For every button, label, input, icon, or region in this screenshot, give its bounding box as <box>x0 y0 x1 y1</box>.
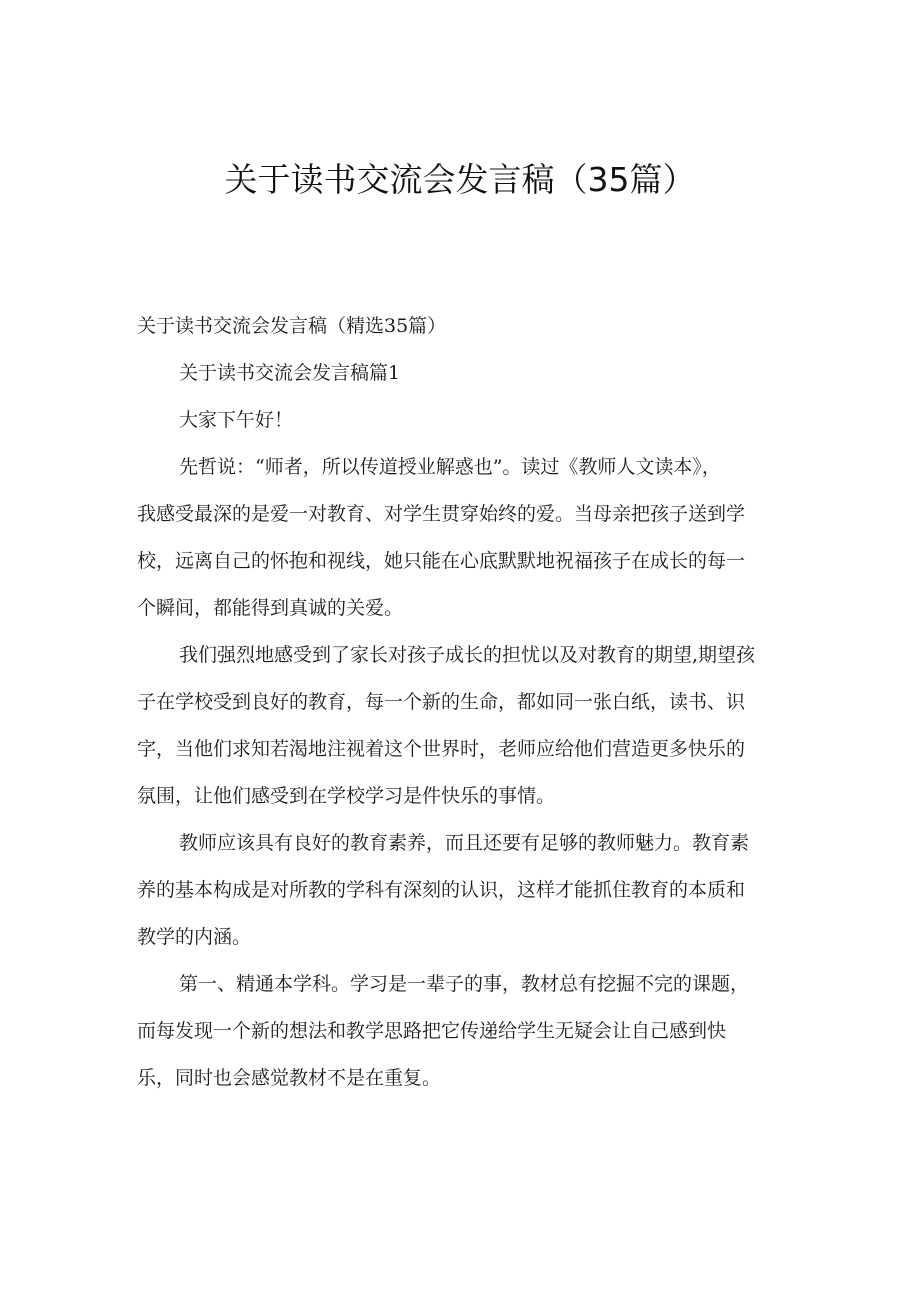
paragraph-line: 先哲说：“师者，所以传道授业解惑也”。读过《教师人文读本》， <box>179 456 721 478</box>
paragraph-line: 养的基本构成是对所教的学科有深刻的认识，这样才能抓住教育的本质和 <box>137 879 746 901</box>
document-body <box>137 303 789 1102</box>
paragraph-line: 第一、精通本学科。学习是一辈子的事，教材总有挖掘不完的课题， <box>179 973 750 995</box>
greeting: 大家下午好！ <box>179 409 294 431</box>
paragraph-2 <box>137 632 789 820</box>
paragraph-line: 而每发现一个新的想法和教学思路把它传递给学生无疑会让自己感到快 <box>137 1020 727 1042</box>
paragraph-line: 我们强烈地感受到了家长对孩子成长的担忧以及对教育的期望,期望孩 <box>179 644 756 666</box>
paragraph-line: 我感受最深的是爱一对教育、对学生贯穿始终的爱。当母亲把孩子送到学 <box>137 503 746 525</box>
paragraph-line: 校，远离自己的怀抱和视线，她只能在心底默默地祝福孩子在成长的每一 <box>137 550 746 572</box>
paragraph-3 <box>137 820 789 961</box>
document-subtitle: 关于读书交流会发言稿（精选35篇） <box>137 315 447 337</box>
paragraph-line: 乐，同时也会感觉教材不是在重复。 <box>137 1067 442 1089</box>
paragraph-line: 子在学校受到良好的教育，每一个新的生命，都如同一张白纸，读书、识 <box>137 691 746 713</box>
section-heading: 关于读书交流会发言稿篇1 <box>179 362 401 384</box>
paragraph-line: 氛围，让他们感受到在学校学习是件快乐的事情。 <box>137 785 556 807</box>
paragraph-line: 教师应该具有良好的教育素养，而且还要有足够的教师魅力。教育素 <box>179 832 750 854</box>
paragraph-1 <box>137 444 789 632</box>
paragraph-line: 个瞬间，都能得到真诚的关爱。 <box>137 597 404 619</box>
paragraph-line: 教学的内涵。 <box>137 926 252 948</box>
paragraph-4 <box>137 961 789 1102</box>
document-title: 关于读书交流会发言稿（35篇） <box>224 160 696 199</box>
paragraph-line: 字，当他们求知若渴地注视着这个世界时，老师应给他们营造更多快乐的 <box>137 738 746 760</box>
